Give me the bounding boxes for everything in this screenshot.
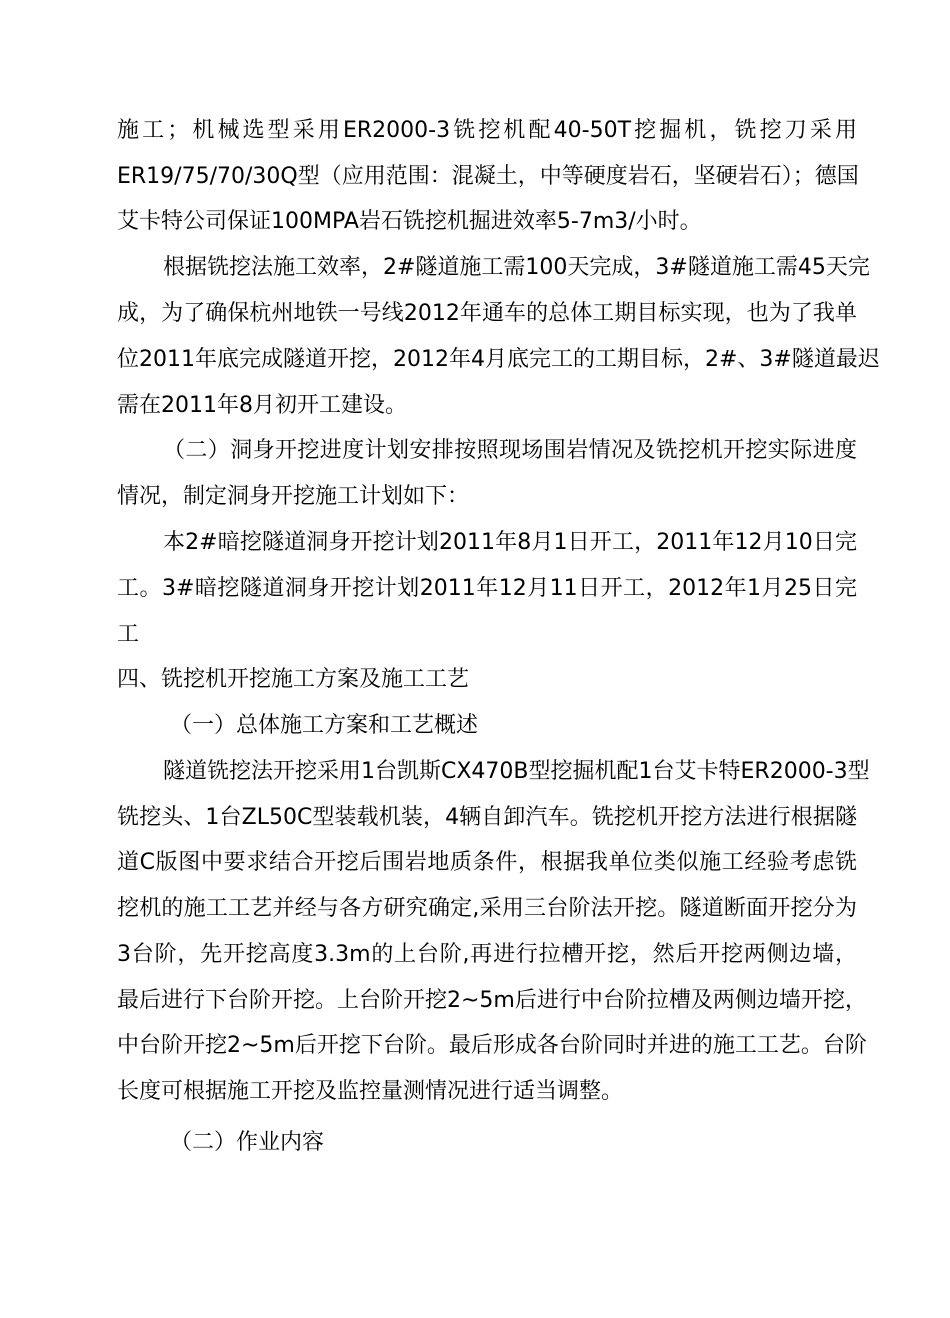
body-text-line: 施工；机械选型采用ER2000-3铣挖机配40-50T挖掘机，铣挖刀采用 xyxy=(117,118,857,143)
body-text-line: 工 xyxy=(117,622,140,647)
body-text-line: 本2#暗挖隧道洞身开挖计划2011年8月1日开工，2011年12月10日完 xyxy=(163,530,857,555)
body-text-line: （二）洞身开挖进度计划安排按照现场围岩情况及铣挖机开挖实际进度 xyxy=(163,438,857,463)
body-text-line: ER19/75/70/30Q型（应用范围：混凝土，中等硬度岩石，坚硬岩石）；德国 xyxy=(117,164,859,189)
body-text-line: 3台阶，先开挖高度3.3m的上台阶,再进行拉槽开挖，然后开挖两侧边墙， xyxy=(117,942,857,967)
body-text-line: 最后进行下台阶开挖。上台阶开挖2~5m后进行中台阶拉槽及两侧边墙开挖， xyxy=(117,988,867,1013)
body-text-line: 位2011年底完成隧道开挖，2012年4月底完工的工期目标，2#、3#隧道最迟 xyxy=(117,347,880,372)
body-text-line: 需在2011年8月初开工建设。 xyxy=(117,393,407,418)
body-text-line: 铣挖头、1台ZL50C型装载机装，4辆自卸汽车。铣挖机开挖方法进行根据隧 xyxy=(117,805,857,830)
subsection-heading: （一）总体施工方案和工艺概述 xyxy=(170,713,479,738)
body-text-line: 中台阶开挖2~5m后开挖下台阶。最后形成各台阶同时并进的施工工艺。台阶 xyxy=(117,1033,867,1058)
body-text-line: 情况，制定洞身开挖施工计划如下： xyxy=(117,484,470,509)
body-text-line: 长度可根据施工开挖及监控量测情况进行适当调整。 xyxy=(117,1079,624,1104)
body-text-line: 隧道铣挖法开挖采用1台凯斯CX470B型挖掘机配1台艾卡特ER2000-3型 xyxy=(163,759,870,784)
body-text-line: 根据铣挖法施工效率，2#隧道施工需100天完成，3#隧道施工需45天完 xyxy=(163,255,870,280)
section-heading: 四、铣挖机开挖施工方案及施工工艺 xyxy=(117,667,470,692)
body-text-line: 成，为了确保杭州地铁一号线2012年通车的总体工期目标实现，也为了我单 xyxy=(117,301,857,326)
body-text-line: 艾卡特公司保证100MPA岩石铣挖机掘进效率5-7m3/小时。 xyxy=(117,209,702,234)
body-text-line: 道C版图中要求结合开挖后围岩地质条件，根据我单位类似施工经验考虑铣 xyxy=(117,850,857,875)
body-text-line: 工。3#暗挖隧道洞身开挖计划2011年12月11日开工，2012年1月25日完 xyxy=(117,576,857,601)
subsection-heading: （二）作业内容 xyxy=(170,1130,325,1155)
body-text-line: 挖机的施工工艺并经与各方研究确定,采用三台阶法开挖。隧道断面开挖分为 xyxy=(117,896,857,921)
